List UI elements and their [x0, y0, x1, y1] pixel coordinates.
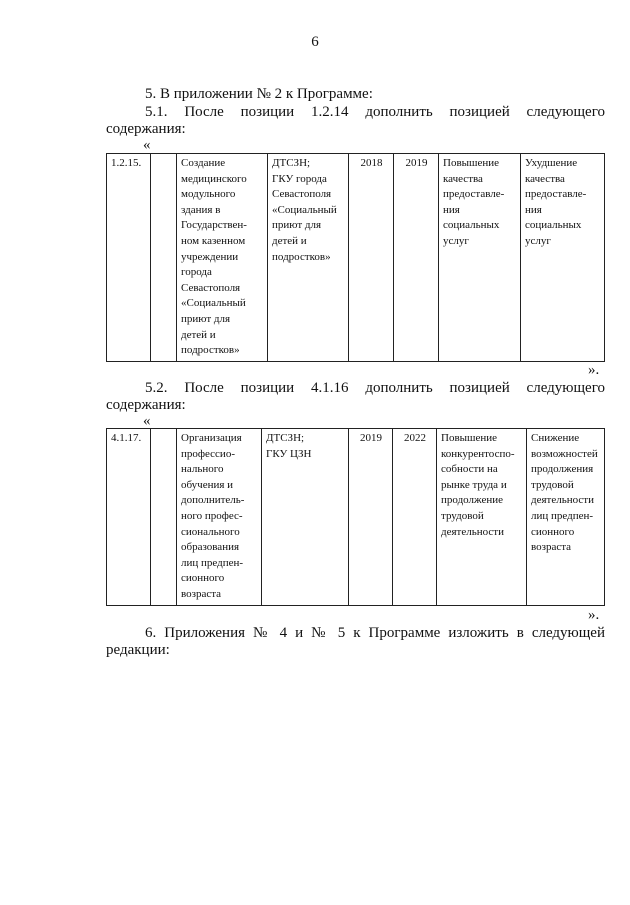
table-1 — [106, 153, 605, 362]
cell-line: возраста — [181, 587, 222, 600]
close-quote-1: ». — [588, 362, 600, 378]
table-row — [107, 429, 605, 606]
executors — [268, 154, 349, 362]
consequences — [521, 154, 605, 362]
cell-line: услуг — [443, 234, 469, 247]
empty-cell — [151, 154, 177, 362]
cell-line: возможностей — [531, 447, 598, 460]
page-number: 6 — [311, 34, 319, 50]
cell-line: предоставле- — [525, 188, 587, 201]
cell-line: лиц предпен- — [181, 556, 244, 569]
cell-line: услуг — [525, 234, 551, 247]
cell-line: Повышение — [443, 157, 500, 169]
section-5-1-line1: 5.1. После позиции 1.2.14 дополнить позицией следующего — [145, 104, 605, 120]
cell-line: приют для — [181, 312, 231, 325]
cell-line: Организация — [181, 432, 242, 444]
expected-result — [439, 154, 521, 362]
cell-line: продолжения — [531, 463, 594, 476]
cell-line: здания в — [181, 203, 221, 216]
cell-line: ния — [525, 203, 542, 216]
cell-line: ДТСЗН; — [266, 432, 305, 444]
section-6-line1: 6. Приложения № 4 и № 5 к Программе изложить в следующей — [145, 625, 605, 641]
cell-line: образования — [181, 541, 240, 554]
consequences — [527, 429, 605, 606]
cell-line: продолжение — [441, 494, 504, 507]
row-number: 4.1.17. — [107, 429, 151, 606]
cell-line: лиц предпен- — [531, 509, 594, 522]
cell-line: «Социальный — [181, 297, 246, 310]
cell-line: подростков» — [272, 250, 331, 263]
cell-line: качества — [443, 172, 483, 185]
cell-line: деятельности — [441, 525, 504, 538]
cell-line: деятельности — [531, 494, 594, 507]
cell-line: возраста — [531, 541, 572, 554]
table-2 — [106, 428, 605, 606]
cell-line: конкурентоспо- — [441, 447, 515, 460]
empty-cell — [151, 429, 177, 606]
section-6-line2: редакции: — [106, 642, 170, 658]
cell-line: ДТСЗН; — [272, 157, 311, 169]
cell-line: дополнитель- — [181, 494, 245, 507]
cell-line: учреждении — [181, 250, 239, 263]
cell-line: подростков» — [181, 344, 240, 357]
cell-line: собности на — [441, 463, 498, 476]
cell-line: Севастополя — [181, 281, 241, 294]
cell-line: профессио- — [181, 447, 235, 460]
cell-line: Севастополя — [272, 188, 332, 201]
cell-line: ГКУ города — [272, 172, 327, 185]
cell-line: сионного — [181, 572, 225, 585]
cell-line: нального — [181, 463, 224, 476]
cell-line: города — [181, 266, 212, 279]
cell-line: ния — [443, 203, 460, 216]
cell-line: приют для — [272, 219, 322, 232]
cell-line: социальных — [443, 219, 500, 232]
end-year: 2019 — [394, 154, 439, 362]
end-year: 2022 — [393, 429, 437, 606]
start-year: 2018 — [349, 154, 394, 362]
cell-line: «Социальный — [272, 203, 337, 216]
section-5-heading: 5. В приложении № 2 к Программе: — [145, 86, 373, 102]
start-year: 2019 — [349, 429, 393, 606]
cell-line: Создание — [181, 157, 226, 169]
cell-line: сионального — [181, 525, 240, 538]
section-5-2-line2: содержания: — [106, 397, 186, 413]
executors — [262, 429, 349, 606]
cell-line: Ухудшение — [525, 157, 578, 169]
measure-name — [177, 154, 268, 362]
cell-line: ного профес- — [181, 509, 243, 522]
table-row — [107, 154, 605, 362]
close-quote-2: ». — [588, 607, 600, 623]
cell-line: ном казенном — [181, 234, 246, 247]
section-5-2-line1: 5.2. После позиции 4.1.16 дополнить позицией следующего — [145, 380, 605, 396]
cell-line: модульного — [181, 188, 236, 201]
cell-line: сионного — [531, 525, 575, 538]
open-quote-2: « — [143, 413, 151, 429]
cell-line: социальных — [525, 219, 582, 232]
cell-line: качества — [525, 172, 565, 185]
open-quote-1: « — [143, 137, 151, 153]
cell-line: детей и — [272, 234, 307, 247]
cell-line: Государствен- — [181, 219, 247, 232]
cell-line: трудовой — [531, 478, 574, 491]
row-number: 1.2.15. — [107, 154, 151, 362]
cell-line: обучения и — [181, 478, 234, 491]
cell-line: трудовой — [441, 509, 484, 522]
cell-line: рынке труда и — [441, 478, 507, 491]
cell-line: детей и — [181, 328, 216, 341]
cell-line: ГКУ ЦЗН — [266, 447, 312, 460]
cell-line: Снижение — [531, 432, 580, 444]
expected-result — [437, 429, 527, 606]
cell-line: Повышение — [441, 432, 498, 444]
section-5-1-line2: содержания: — [106, 121, 186, 137]
cell-line: предоставле- — [443, 188, 505, 201]
measure-name — [177, 429, 262, 606]
cell-line: медицинского — [181, 172, 247, 185]
